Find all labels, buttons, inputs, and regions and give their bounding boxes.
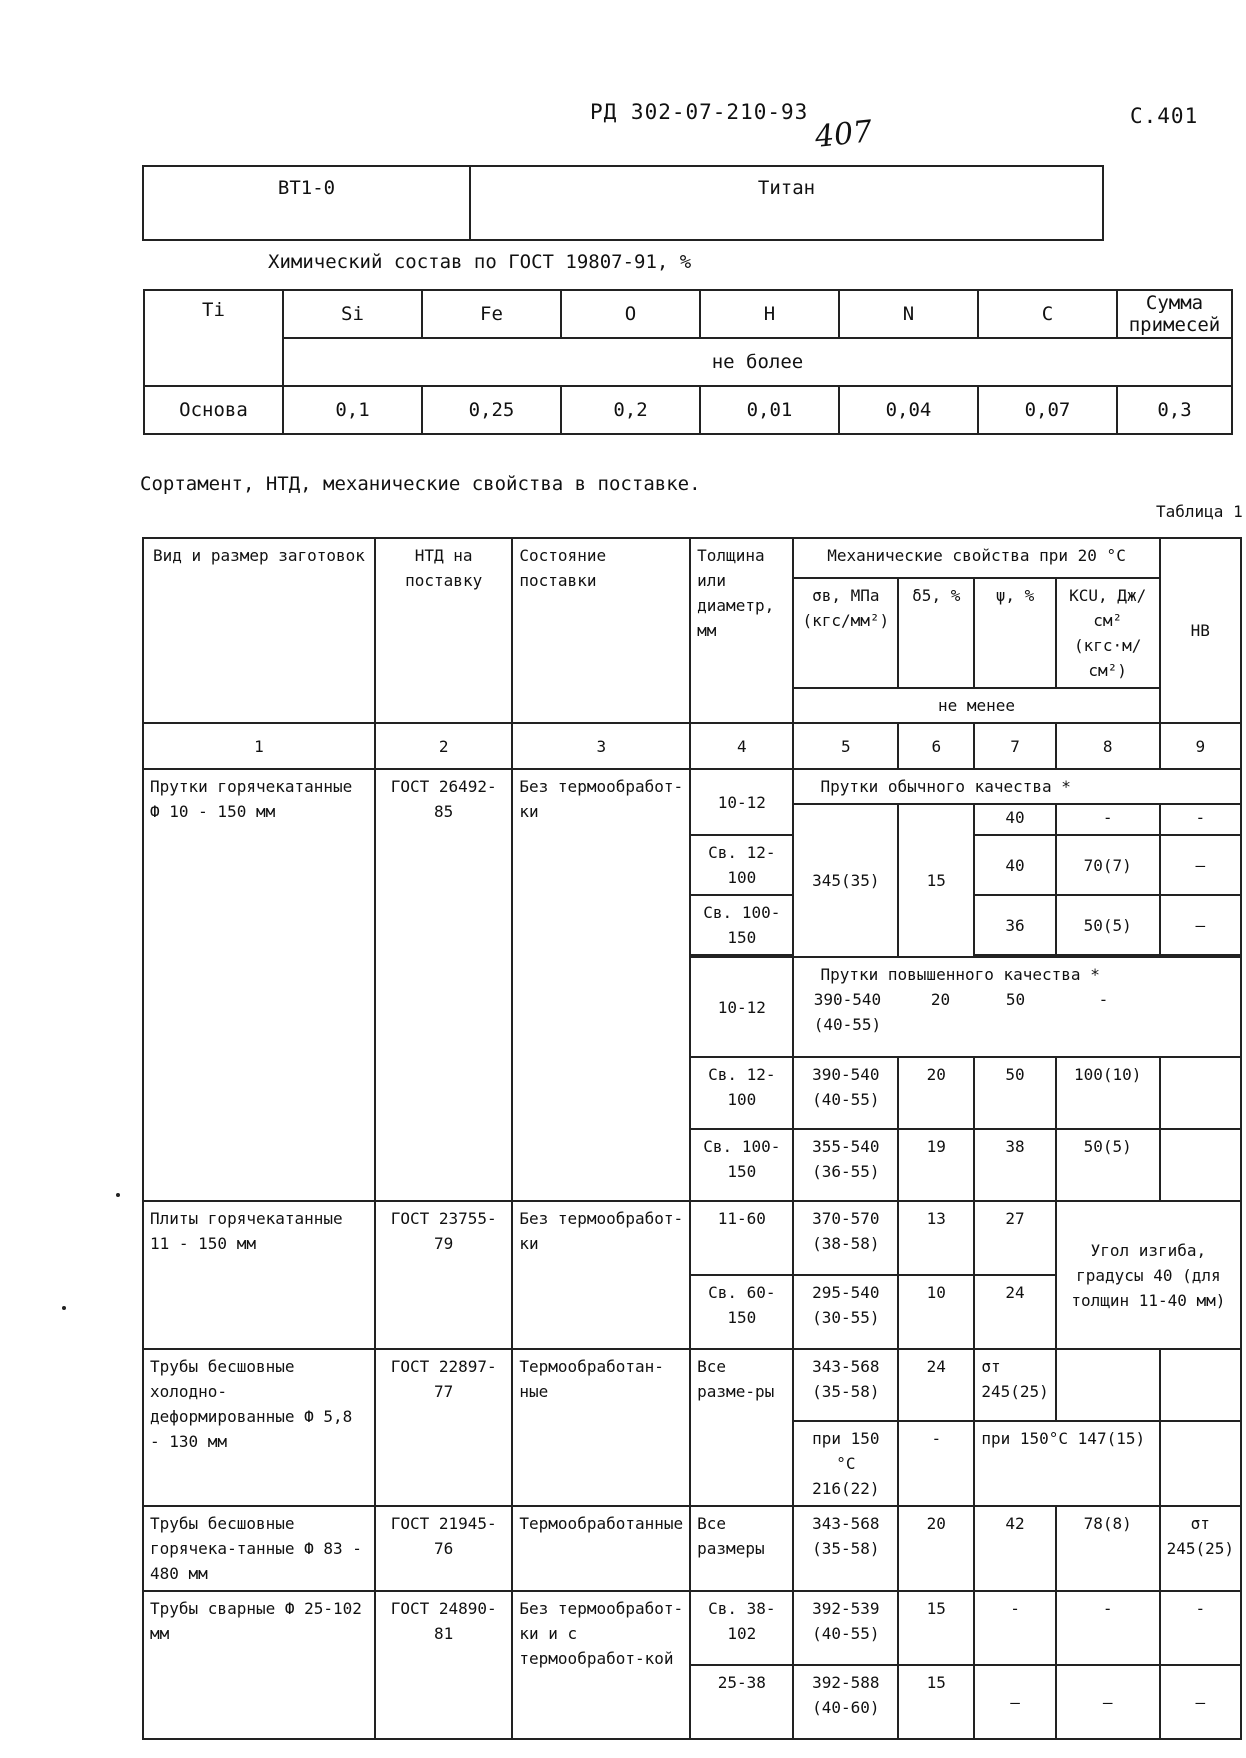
chem-cell: 0,3: [1117, 386, 1232, 434]
yield: при 150°С 147(15): [974, 1421, 1159, 1506]
kcu: -: [1056, 804, 1160, 835]
thickness: Св. 100-150: [690, 895, 793, 955]
hot-tubes-ntd: ГОСТ 21945-76: [375, 1506, 512, 1591]
cold-tubes-ntd: ГОСТ 22897-77: [375, 1349, 512, 1506]
delta: -: [898, 1421, 974, 1506]
kcu: –: [1056, 1665, 1160, 1739]
psi: 38: [974, 1129, 1055, 1201]
col-number: 9: [1160, 723, 1241, 769]
chem-col-o: O: [561, 290, 700, 338]
sigma: 392-539 (40-55): [793, 1591, 898, 1665]
delta: 24: [898, 1349, 974, 1421]
psi: 40: [974, 835, 1055, 895]
header-delta: δ5, %: [898, 578, 974, 688]
chem-cell: 0,01: [700, 386, 839, 434]
cold-tubes-product: Трубы бесшовные холодно-деформированные Ф 5,8 - 130 мм: [143, 1349, 375, 1506]
chem-cell: 0,04: [839, 386, 978, 434]
delta: 10: [898, 1275, 974, 1349]
kcu: [1056, 1349, 1160, 1421]
psi: -: [974, 1591, 1055, 1665]
yield: σт 245(25): [974, 1349, 1055, 1421]
hb: [1160, 1129, 1241, 1201]
header-ntd: НТД на поставку: [375, 538, 512, 723]
psi: 42: [974, 1506, 1055, 1591]
thickness: Св. 12-100: [690, 1057, 793, 1129]
grade-name: ВТ1-0: [143, 166, 470, 240]
psi: 40: [974, 804, 1055, 835]
chem-col-fe: Fe: [422, 290, 561, 338]
psi: 50: [1005, 990, 1026, 1009]
kcu: -: [1056, 1591, 1160, 1665]
psi: –: [974, 1665, 1055, 1739]
grade-table: [142, 165, 1104, 241]
header-kcu: KCU, Дж/см² (кгс·м/см²): [1056, 578, 1160, 688]
thickness: 10-12: [690, 957, 793, 1057]
welded-tubes-product: Трубы сварные Ф 25-102 мм: [143, 1591, 375, 1739]
psi: 24: [974, 1275, 1055, 1349]
header-psi: ψ, %: [974, 578, 1055, 688]
chem-cell: 0,1: [283, 386, 422, 434]
thickness: Св. 38-102: [690, 1591, 793, 1665]
chem-col-sum: Сумма примесей: [1117, 290, 1232, 338]
sigma: 343-568 (35-58): [793, 1506, 898, 1591]
scan-dot: [116, 1193, 120, 1197]
psi: 36: [974, 895, 1055, 955]
header-thickness: Толщина или диаметр, мм: [690, 538, 793, 723]
bars-product: Прутки горячекатанные Ф 10 - 150 мм: [143, 769, 375, 1201]
properties-table: [142, 537, 1242, 1740]
col-number: 4: [690, 723, 793, 769]
handwritten-note: 407: [813, 114, 874, 155]
chem-subheader: не более: [283, 338, 1232, 386]
chem-cell: Основа: [144, 386, 283, 434]
normal-quality-label: Прутки обычного качества *: [793, 769, 1241, 804]
sigma: 345(35): [793, 804, 898, 957]
sigma: 355-540 (36-55): [793, 1129, 898, 1201]
header-sigma: σв, МПа (кгс/мм²): [793, 578, 898, 688]
header-state: Состояние поставки: [512, 538, 690, 723]
bars-state: Без термообработ-ки: [512, 769, 690, 1201]
welded-tubes-ntd: ГОСТ 24890-81: [375, 1591, 512, 1739]
main-caption: Сортамент, НТД, механические свойства в поставке.: [140, 473, 701, 495]
chem-col-n: N: [839, 290, 978, 338]
delta: 15: [898, 1591, 974, 1665]
kcu: 70(7): [1056, 835, 1160, 895]
bend-angle: Угол изгиба, градусы 40 (для толщин 11-40 мм): [1056, 1201, 1241, 1349]
kcu: 50(5): [1056, 1129, 1160, 1201]
kcu: 50(5): [1056, 895, 1160, 955]
thickness: 10-12: [690, 769, 793, 835]
hb: [1160, 1057, 1241, 1129]
thickness: Св. 100-150: [690, 1129, 793, 1201]
kcu: 100(10): [1056, 1057, 1160, 1129]
sigma: 392-588 (40-60): [793, 1665, 898, 1739]
chem-cell: 0,25: [422, 386, 561, 434]
hb: -: [1160, 804, 1241, 835]
hot-tubes-product: Трубы бесшовные горячека-танные Ф 83 - 480 мм: [143, 1506, 375, 1591]
sigma: 343-568 (35-58): [793, 1349, 898, 1421]
sigma: 295-540 (30-55): [793, 1275, 898, 1349]
hb: -: [1160, 1591, 1241, 1665]
cold-tubes-state: Термообработан-ные: [512, 1349, 690, 1506]
kcu: 78(8): [1056, 1506, 1160, 1591]
hot-tubes-state: Термообработанные: [512, 1506, 690, 1591]
hb: [1160, 1349, 1241, 1421]
page-number: С.401: [1130, 104, 1199, 128]
sigma: при 150 °С 216(22): [793, 1421, 898, 1506]
chem-table: [143, 289, 1233, 435]
thickness: Все размеры: [690, 1506, 793, 1591]
sigma: 390-540 (40-55): [793, 1057, 898, 1129]
sigma: 390-540 (40-55): [813, 990, 882, 1034]
col-number: 1: [143, 723, 375, 769]
high-quality-label: Прутки повышенного качества *: [820, 965, 1100, 984]
header-product: Вид и размер заготовок: [143, 538, 375, 723]
header-min: не менее: [793, 688, 1159, 723]
thickness: 11-60: [690, 1201, 793, 1275]
delta: 15: [898, 804, 974, 957]
thickness: 25-38: [690, 1665, 793, 1739]
chem-col-si: Si: [283, 290, 422, 338]
hb: –: [1160, 835, 1241, 895]
chem-col-h: H: [700, 290, 839, 338]
thickness: Св. 60-150: [690, 1275, 793, 1349]
chem-cell: 0,07: [978, 386, 1117, 434]
delta: 20: [898, 1506, 974, 1591]
col-number: 5: [793, 723, 898, 769]
chem-caption: Химический состав по ГОСТ 19807-91, %: [268, 251, 692, 273]
col-number: 6: [898, 723, 974, 769]
grade-material: Титан: [470, 166, 1103, 240]
plates-ntd: ГОСТ 23755-79: [375, 1201, 512, 1349]
thickness: Все разме-ры: [690, 1349, 793, 1506]
plates-state: Без термообработ-ки: [512, 1201, 690, 1349]
delta: 15: [898, 1665, 974, 1739]
hb: –: [1160, 895, 1241, 955]
welded-tubes-state: Без термообработ-ки и с термообработ-кой: [512, 1591, 690, 1739]
delta: 20: [898, 1057, 974, 1129]
hb: σт 245(25): [1160, 1506, 1241, 1591]
scan-dot: [62, 1306, 66, 1310]
chem-cell: 0,2: [561, 386, 700, 434]
delta: 13: [898, 1201, 974, 1275]
header-mech: Механические свойства при 20 °С: [793, 538, 1159, 578]
psi: 50: [974, 1057, 1055, 1129]
thickness: Св. 12-100: [690, 835, 793, 895]
psi: 27: [974, 1201, 1055, 1275]
delta: 19: [898, 1129, 974, 1201]
delta: 20: [930, 990, 951, 1009]
sigma: 370-570 (38-58): [793, 1201, 898, 1275]
chem-col-c: C: [978, 290, 1117, 338]
document-number: РД 302-07-210-93: [590, 100, 809, 124]
plates-product: Плиты горячекатанные 11 - 150 мм: [143, 1201, 375, 1349]
table-label: Таблица 1: [1156, 502, 1243, 521]
chem-col-ti: Ti: [144, 290, 283, 386]
col-number: 3: [512, 723, 690, 769]
hb: [1160, 1421, 1241, 1506]
header-hb: HB: [1160, 538, 1241, 723]
bars-ntd: ГОСТ 26492-85: [375, 769, 512, 1201]
kcu: -: [1098, 990, 1109, 1009]
col-number: 2: [375, 723, 512, 769]
col-number: 7: [974, 723, 1055, 769]
col-number: 8: [1056, 723, 1160, 769]
high-quality-block: [793, 957, 1241, 1057]
hb: –: [1160, 1665, 1241, 1739]
